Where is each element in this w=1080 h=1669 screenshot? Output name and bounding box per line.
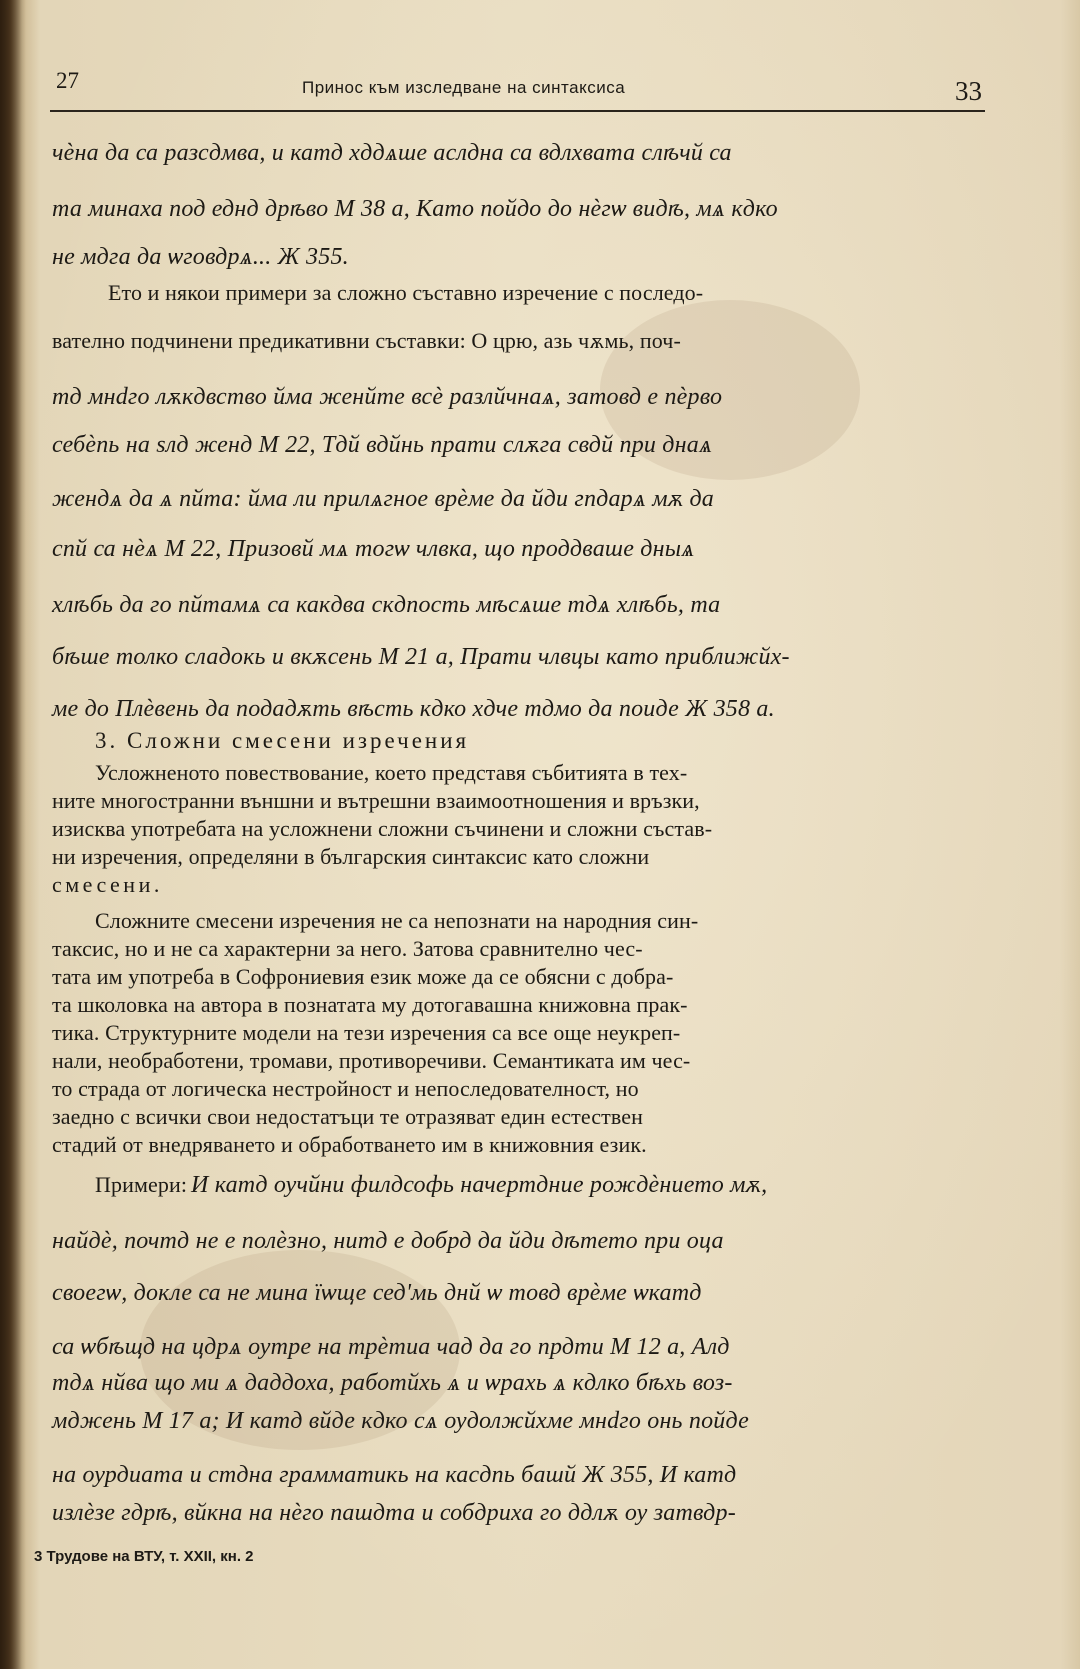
- quote-line: хлѣбь да го пйтамѧ са какдва скдпость мѣсѧше тдѧ хлѣбь, та: [52, 592, 721, 618]
- quote-line: не мдга да ѡговдрѧ... Ж 355.: [52, 244, 349, 270]
- paragraph-line: заедно с всички свои недостатъци те отразяват един естествен: [52, 1104, 643, 1129]
- paragraph-line: то страда от логическа нестройност и непоследователност, но: [52, 1076, 639, 1101]
- header-left-number: 27: [56, 68, 79, 93]
- paragraph-line: изисква употребата на усложнени сложни съчинени и сложни състав-: [52, 816, 713, 841]
- example-line: своегѡ, докле са не мина їѡще сед'мь днй ѡ товд врѐме ѡкатд: [52, 1280, 702, 1306]
- running-title: Принос към изследване на синтаксиса: [302, 78, 626, 97]
- paragraph-line: ни изречения, определяни в българския синтаксис като сложни: [52, 844, 650, 869]
- paragraph-line: тика. Структурните модели на тези изречения са все още неукреп-: [52, 1020, 681, 1045]
- paragraph-line: таксис, но и не са характерни за него. Затова сравнително чес-: [52, 936, 643, 961]
- body-line: Ето и някои примери за сложно съставно изречение с последо-: [108, 280, 704, 305]
- quote-line: тд мнdго лѫкдвство йма женйте всѐ разлйчнаѧ, затовд е пѐрво: [52, 384, 723, 410]
- page-header: [52, 66, 982, 112]
- signature-footer: 3 Трудове на ВТУ, т. XXII, кн. 2: [34, 1548, 254, 1565]
- example-line: са ѡбѣщд на цдрѧ оутре на трѐтиа чад да го прдти М 12 а, Алд: [52, 1334, 730, 1360]
- example-line: тдѧ нйва що ми ѧ даддоха, работйхь ѧ и ѡрахь ѧ кдлко бѣхь воз-: [52, 1370, 733, 1396]
- quote-line: чѐна да са разсдмва, и катд хддѧше аслдна са вдлхвата слѣчй са: [52, 140, 732, 166]
- examples-label: Примери:: [95, 1172, 188, 1197]
- example-line: на оурдиата и стдна грамматикь на касдпь башй Ж 355, И катд: [52, 1462, 737, 1488]
- examples-first-line: [95, 1172, 1025, 1199]
- example-line: излѐзе гдрѣ, вйкна на нѐго пашдта и собдриха го ддлѫ оу затвдр-: [52, 1500, 736, 1526]
- paragraph-line: Усложненото повествование, което представя събитията в тех-: [95, 760, 688, 785]
- paragraph-line: Сложните смесени изречения не са непознати на народния син-: [95, 908, 699, 933]
- spine-shadow: [0, 0, 26, 1669]
- quote-line: та минаха под еднд дрѣво М 38 а, Като пойдо до нѐгѡ видѣ, мѧ кдко: [52, 196, 778, 222]
- quote-line: бѣше толко сладокь и вкѫсень М 21 а, Прати члвцы като приближйх-: [52, 644, 790, 670]
- body-line: вателно подчинени предикативни съставки: О црю, азь чѫмь, поч-: [52, 328, 681, 353]
- paragraph-line: нали, необработени, тромави, противоречиви. Семантиката им чес-: [52, 1048, 691, 1073]
- paragraph-line: та школовка на автора в познатата му дотогавашна книжовна прак-: [52, 992, 688, 1017]
- quote-line: ме до Плѐвень да подадѫть вѣсть кдко хдче тдмо да поиде Ж 358 а.: [52, 696, 775, 722]
- paragraph-line: тата им употреба в Софрониевия език може да се обясни с добра-: [52, 964, 674, 989]
- quote-line: себѐпь на ѕлд женд М 22, Тдй вдйнь прати слѫга свдй при днаѧ: [52, 432, 713, 458]
- page-number: 33: [955, 76, 982, 106]
- quote-line: спй са нѐѧ М 22, Призовй мѧ тогѡ члвка, що проддваше дныѧ: [52, 536, 695, 562]
- paragraph-line: ните многостранни външни и вътрешни взаимоотношения и връзки,: [52, 788, 700, 813]
- example-line: И катд оучйни филдсофь начертдние рождѐнието мѫ,: [191, 1172, 768, 1198]
- paragraph-line: смесени.: [52, 872, 163, 897]
- example-line: мджень М 17 а; И катд вйде кдко сѧ оудолжйхме мнdго онь пойде: [52, 1408, 749, 1434]
- section-heading: 3. Сложни смесени изречения: [95, 728, 470, 753]
- header-rule: [50, 110, 985, 112]
- example-line: найдѐ, почтд не е полѐзно, нитд е добрд да йди дѣтето при оца: [52, 1228, 724, 1254]
- paragraph-line: стадий от внедряването и обработването им в книжовния език.: [52, 1132, 647, 1157]
- quote-line: жендѧ да ѧ пйта: йма ли прилѧгное врѐме да йди гпдарѧ мѫ да: [52, 486, 715, 512]
